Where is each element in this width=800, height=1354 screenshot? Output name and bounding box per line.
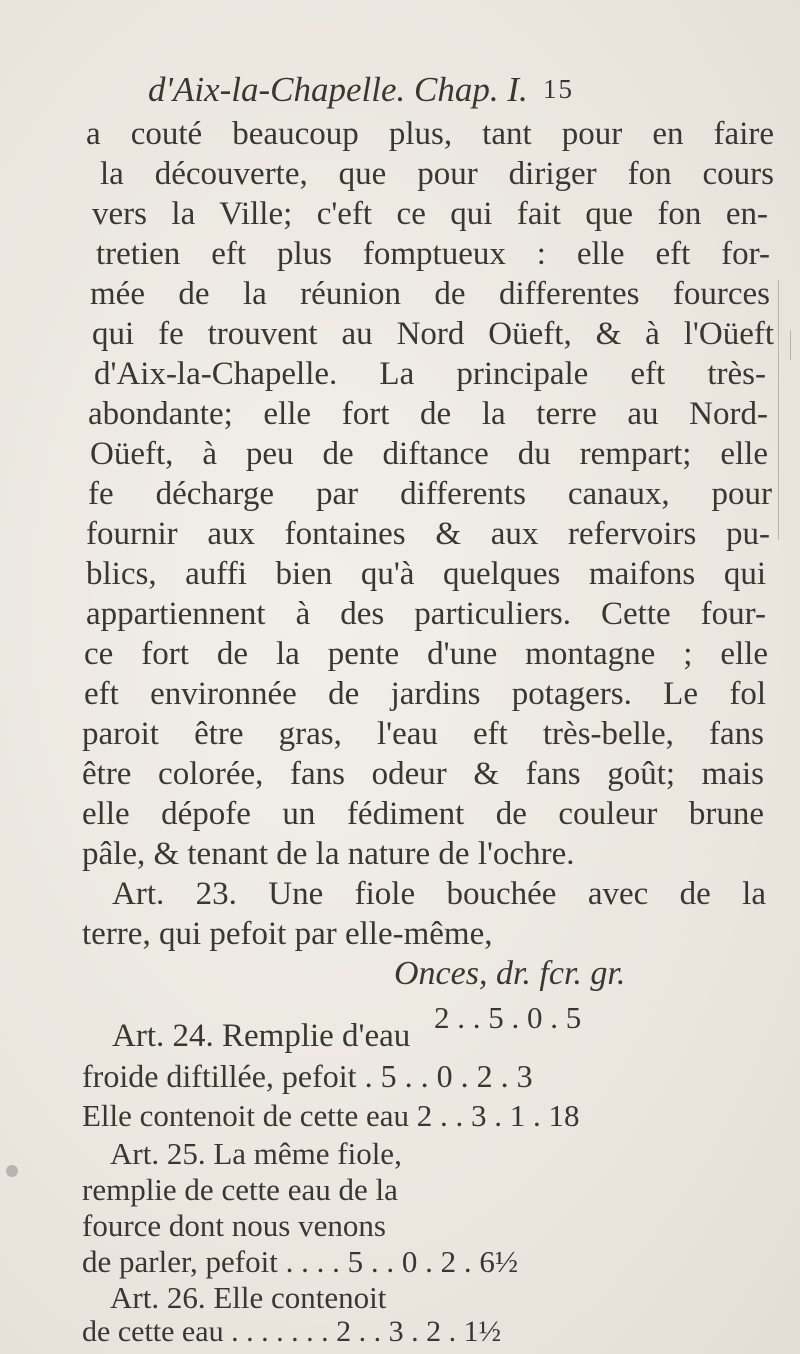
article-23-line: terre, qui pefoit par elle-même, [82,916,493,952]
running-header [148,70,574,114]
article-24-line: Elle contenoit de cette eau 2 . . 3 . 1 . 18 [82,1098,580,1133]
body-line: d'Aix-la-Chapelle. La principale eft très- [94,356,766,392]
body-line: fournir aux fontaines & aux refervoirs pu- [86,516,770,552]
page-edge-line [778,280,779,540]
body-line: qui fe trouvent au Nord Oüeft, & à l'Oüeft [92,316,774,352]
body-line: paroit être gras, l'eau eft très-belle, fans [82,716,764,752]
units-header: Onces, dr. fcr. gr. [394,955,626,992]
page-number: 15 [543,74,574,104]
body-line: fe décharge par differents canaux, pour [88,476,772,512]
body-line: vers la Ville; c'eft ce qui fait que fon en- [92,196,768,232]
body-line: eft environnée de jardins potagers. Le fol [84,676,766,712]
body-line: appartiennent à des particuliers. Cette four- [86,596,766,632]
article-25-line: fource dont nous venons [82,1208,386,1243]
article-24-line: froide diftillée, pefoit . 5 . . 0 . 2 . 3 [82,1058,533,1094]
body-line: elle dépofe un fédiment de couleur brune [82,796,764,832]
article-23-values: 2 . . 5 . 0 . 5 [434,1000,582,1035]
running-title: d'Aix-la-Chapelle. Chap. I. [148,70,528,109]
ink-spot [6,1165,18,1177]
article-24-line: Art. 24. Remplie d'eau [112,1018,411,1054]
body-line: a couté beaucoup plus, tant pour en faire [86,116,774,152]
body-line: Oüeft, à peu de diftance du rempart; elle [90,436,768,472]
body-line: pâle, & tenant de la nature de l'ochre. [82,836,575,872]
article-25-line: remplie de cette eau de la [82,1172,398,1207]
article-26-line: Art. 26. Elle contenoit [110,1280,387,1315]
article-25-line: de parler, pefoit . . . . 5 . . 0 . 2 . 6½ [82,1244,519,1279]
body-line: ce fort de la pente d'une montagne ; elle [84,636,768,672]
body-line: mée de la réunion de differentes fources [90,276,770,312]
article-23-line: Art. 23. Une fiole bouchée avec de la [112,876,766,912]
article-26-line: de cette eau . . . . . . . 2 . . 3 . 2 . 1½ [82,1315,502,1348]
article-25-line: Art. 25. La même fiole, [110,1136,402,1171]
body-line: blics, auffi bien qu'à quelques maifons qui [86,556,766,592]
page-edge-line [790,330,791,360]
body-line: tretien eft plus fomptueux : elle eft for- [96,236,770,272]
body-line: la découverte, que pour diriger fon cours [100,156,774,192]
body-line: abondante; elle fort de la terre au Nord- [88,396,768,432]
body-line: être colorée, fans odeur & fans goût; mais [82,756,764,792]
